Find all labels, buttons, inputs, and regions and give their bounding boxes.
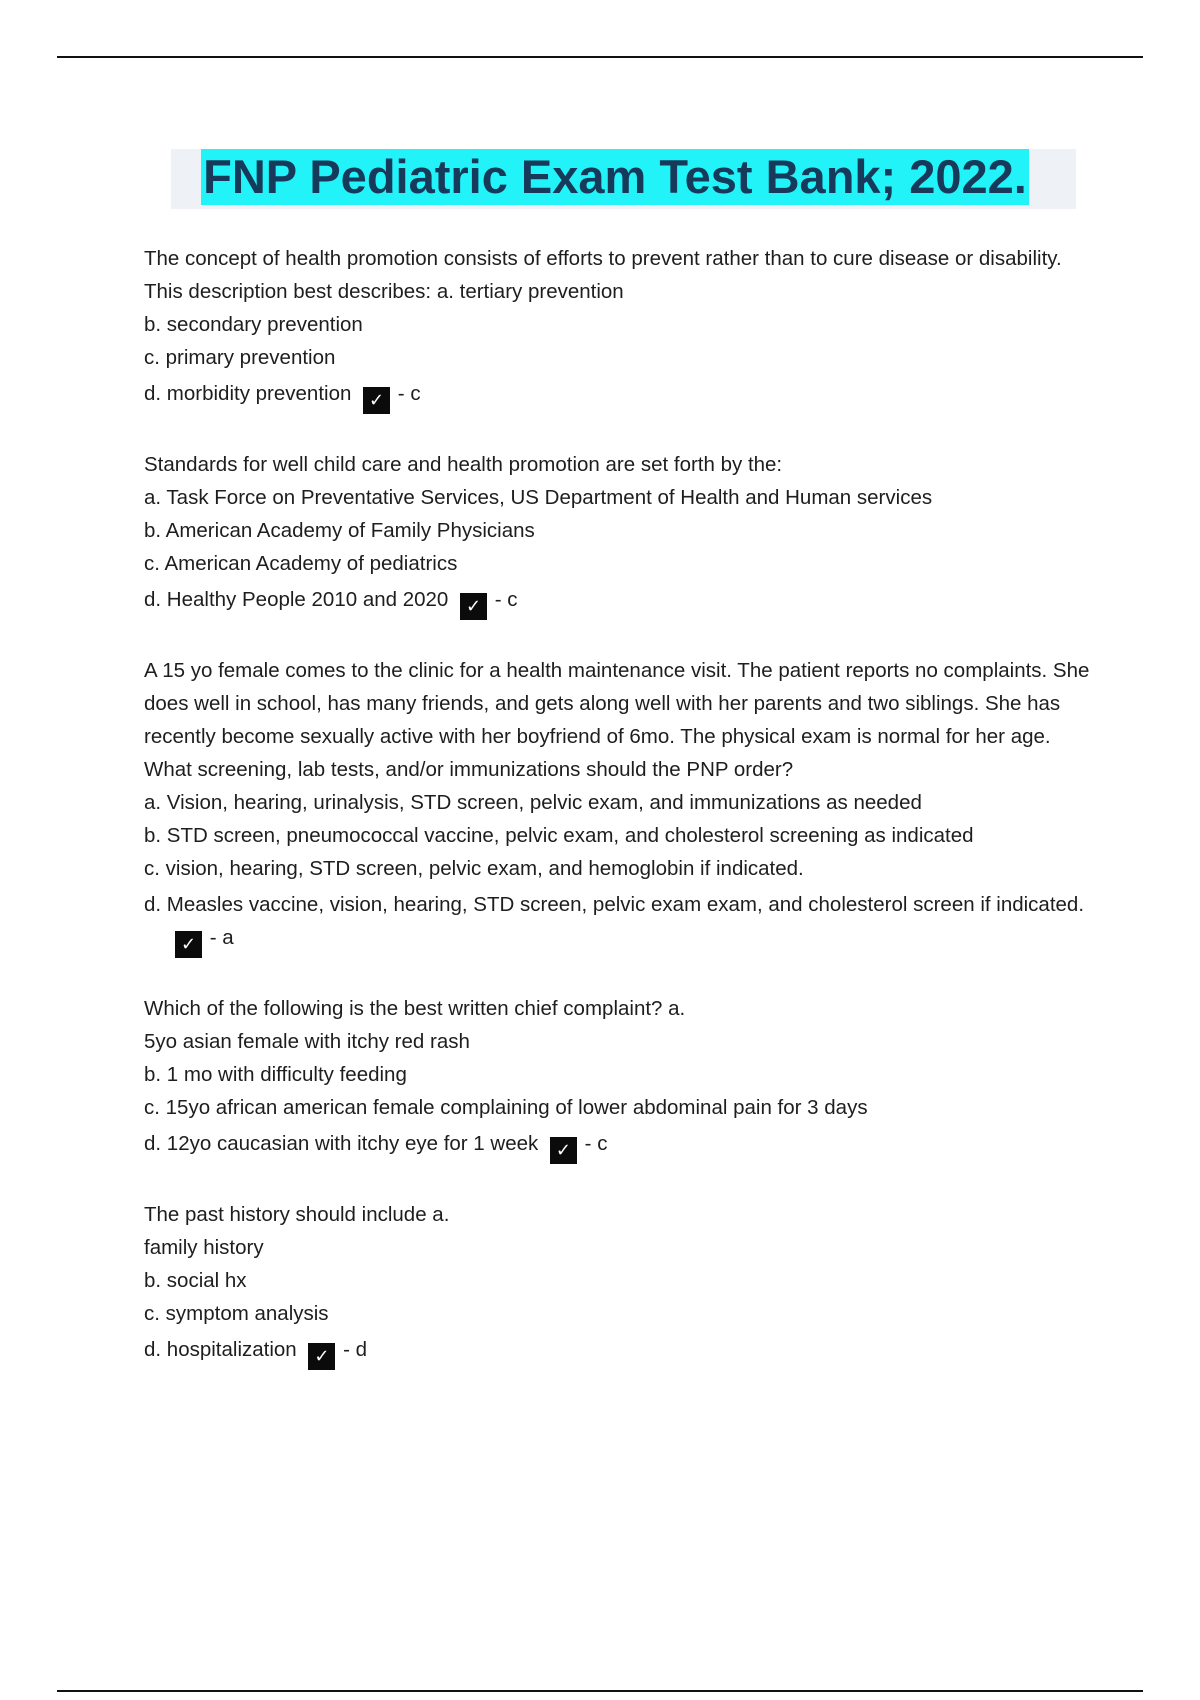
- question-1: [144, 242, 1094, 414]
- question-stem: The past history should include a.: [144, 1203, 450, 1226]
- check-mark-icon: ✓: [308, 1343, 335, 1370]
- question-2: [144, 448, 1094, 620]
- option-with-answer: [144, 1333, 1094, 1370]
- option: b. secondary prevention: [144, 313, 363, 336]
- page-title: FNP Pediatric Exam Test Bank; 2022.: [203, 150, 1027, 203]
- question-stem: The concept of health promotion consists of efforts to prevent rather than to cure disease or disability. This description best describes: a. tertiary prevention: [144, 247, 1062, 303]
- question-3: [144, 654, 1094, 958]
- option: b. 1 mo with difficulty feeding: [144, 1063, 407, 1086]
- option-with-answer: [144, 888, 1094, 958]
- option: a. Vision, hearing, urinalysis, STD screen, pelvic exam, and immunizations as needed: [144, 791, 922, 814]
- option: b. social hx: [144, 1269, 247, 1292]
- answer-key: - d: [343, 1338, 368, 1361]
- option: 5yo asian female with itchy red rash: [144, 1030, 470, 1053]
- bottom-rule: [57, 1690, 1143, 1692]
- answer-key: - c: [494, 588, 518, 611]
- title-block: [0, 149, 1200, 205]
- option: c. symptom analysis: [144, 1302, 329, 1325]
- check-mark-icon: ✓: [550, 1137, 577, 1164]
- question-4: [144, 992, 1094, 1164]
- option: c. vision, hearing, STD screen, pelvic exam, and hemoglobin if indicated.: [144, 857, 804, 880]
- option-text: d. Measles vaccine, vision, hearing, STD screen, pelvic exam exam, and cholesterol screen if indicated.: [144, 893, 1085, 916]
- question-list: [144, 242, 1094, 1404]
- option-with-answer: [144, 377, 1094, 414]
- option: c. 15yo african american female complaining of lower abdominal pain for 3 days: [144, 1096, 868, 1119]
- option: c. American Academy of pediatrics: [144, 552, 458, 575]
- check-mark-icon: ✓: [460, 593, 487, 620]
- check-mark-icon: ✓: [363, 387, 390, 414]
- check-mark-icon: ✓: [175, 931, 202, 958]
- option-text: d. 12yo caucasian with itchy eye for 1 week: [144, 1132, 539, 1155]
- question-stem: Which of the following is the best written chief complaint? a.: [144, 997, 686, 1020]
- option-with-answer: [144, 583, 1094, 620]
- question-stem: Standards for well child care and health promotion are set forth by the:: [144, 453, 783, 476]
- option: c. primary prevention: [144, 346, 336, 369]
- option: a. Task Force on Preventative Services, US Department of Health and Human services: [144, 486, 933, 509]
- option: b. American Academy of Family Physicians: [144, 519, 535, 542]
- option: family history: [144, 1236, 264, 1259]
- option: b. STD screen, pneumococcal vaccine, pelvic exam, and cholesterol screening as indicated: [144, 824, 974, 847]
- top-rule: [57, 56, 1143, 58]
- option-text: d. morbidity prevention: [144, 382, 352, 405]
- option-with-answer: [144, 1127, 1094, 1164]
- option-text: d. Healthy People 2010 and 2020: [144, 588, 449, 611]
- option-text: d. hospitalization: [144, 1338, 297, 1361]
- question-5: [144, 1198, 1094, 1370]
- answer-key: - c: [584, 1132, 608, 1155]
- answer-key: - a: [209, 926, 234, 949]
- question-stem: A 15 yo female comes to the clinic for a health maintenance visit. The patient reports no complaints. She does well in school, has many friends, and gets along well with her parents and two siblings. She has recently become sexually active with her boyfriend of 6mo. The physical exam is normal for her age. What screening, lab tests, and/or immunizations should the PNP order?: [144, 659, 1090, 781]
- answer-key: - c: [397, 382, 421, 405]
- title-band: [171, 149, 1029, 205]
